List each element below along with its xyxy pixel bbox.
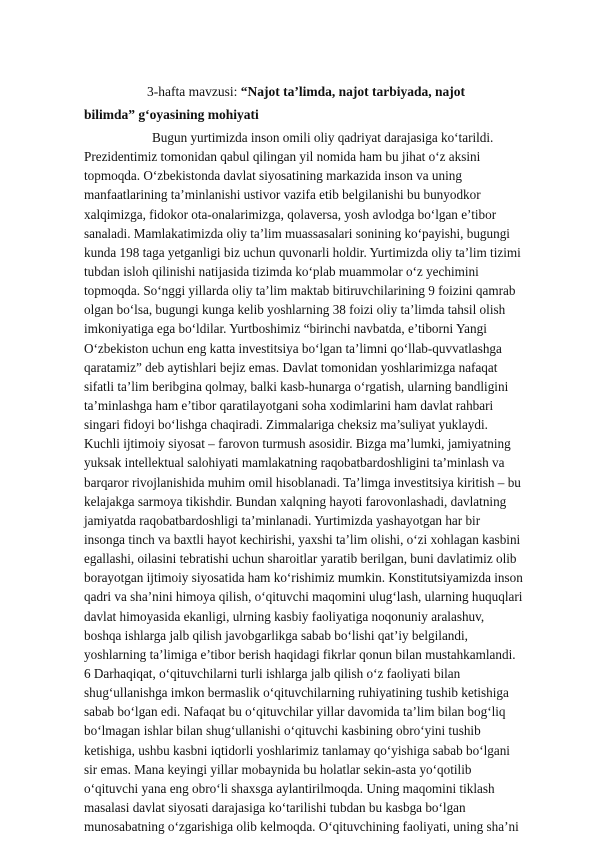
body-line: kunda 198 taga yetganligi biz uchun quvonarli holdir. Yurtimizda oliy ta’lim tizimi [84, 244, 521, 260]
body-line: imkoniyatiga ega bo‘ldilar. Yurtboshimiz “birinchi navbatda, e’tiborni Yangi [84, 321, 487, 337]
body-line: kelajakga sarmoya tikishdir. Bundan xalqning hayoti farovonlashadi, davlatning [84, 493, 507, 509]
body-line: munosabatning o‘zgarishiga olib kelmoqda. O‘qituvchining faoliyati, uning sha’ni [84, 819, 519, 835]
body-line: 6 Darhaqiqat, o‘qituvchilarni turli ishlarga jalb qilish o‘z faoliyati bilan [84, 665, 461, 681]
body-line: topmoqda. So‘nggi yillarda oliy ta’lim maktab bitiruvchilarining 9 foizini qamrab [84, 283, 516, 299]
body-line: borayotgan ijtimoiy siyosatida ham ko‘rishimiz mumkin. Konstitutsiyamizda inson [84, 570, 523, 586]
body-line: yoshlarning ta’limiga e’tibor berish haqidagi fikrlar qonun bilan mustahkamlandi. [84, 646, 516, 662]
lecture-title [147, 83, 465, 100]
body-line: sir emas. Mana keyingi yillar mobaynida bu holatlar sekin-asta yo‘qotilib [84, 761, 472, 777]
body-line: olgan bo‘lsa, bugungi kunga kelib yoshlarning 38 foizi oliy ta’limda tahsil olish [84, 302, 506, 318]
body-line: qadri va sha’nini himoya qilish, o‘qituvchi maqomini ulug‘lash, ularning huquqlari [84, 589, 523, 605]
body-line: tubdan isloh qilinishi natijasida tizimda ko‘plab muammolar o‘z yechimini [84, 263, 479, 279]
body-line: sabab bo‘lgan edi. Nafaqat bu o‘qituvchilar yillar davomida ta’lim bilan bog‘liq [84, 704, 506, 720]
body-line: topmoqda. O‘zbekistonda davlat siyosatining markazida inson va uning [84, 168, 462, 184]
body-line: yuksak intellektual salohiyati mamlakatning raqobatbardoshligini ta’minlash va [84, 455, 505, 471]
body-line: O‘zbekiston uchun eng katta investitsiya bo‘lgan ta’limni qo‘llab-quvvatlashga [84, 340, 502, 356]
body-text [84, 128, 544, 836]
body-line: singari fidoyi bo‘lishga chaqiradi. Zimmalariga cheksiz ma’suliyat yuklaydi. [84, 417, 488, 433]
body-line: masalasi davlat siyosati darajasiga ko‘tarilishi tubdan bu kasbga bo‘lgan [84, 799, 466, 815]
body-line: insonga tinch va baxtli hayot kechirishi, yaxshi ta’lim olishi, o‘zi xohlagan kasbini [84, 531, 521, 547]
body-line: xalqimizga, fidokor ota-onalarimizga, qolaversa, yosh avlodga bo‘lgan e’tibor [84, 206, 497, 222]
title-prefix: 3-hafta mavzusi: [147, 84, 241, 99]
body-line: Kuchli ijtimoiy siyosat – farovon turmush asosidir. Bizga ma’lumki, jamiyatning [84, 436, 511, 452]
body-line: egallashi, oilasini tebratishi uchun sharoitlar yaratib berilgan, buni davlatimiz olib [84, 551, 517, 567]
body-line: davlat himoyasida ekanligi, ulrning kasbiy faoliyatiga noqonuniy aralashuv, [84, 608, 485, 624]
body-line: ta’minlashga ham e’tibor qaratilayotgani soha xodimlarini ham davlat rahbari [84, 397, 494, 413]
title-name-part1: “Najot ta’limda, najot tarbiyada, najot [240, 84, 465, 99]
body-line: ketishiga, ushbu kasbni iqtidorli yoshlarimiz tanlamay qo‘yishiga sabab bo‘lgani [84, 742, 510, 758]
body-line: bo‘lmagan ishlar bilan shug‘ullanishi o‘qituvchi kasbining obro‘yini tushib [84, 723, 481, 739]
body-line: shug‘ullanishga imkon bermaslik o‘qituvchilarning ruhiyatining tushib ketishiga [84, 685, 509, 701]
body-line: qaratamiz” deb aytishlari bejiz emas. Davlat tomonidan yoshlarimizga nafaqat [84, 359, 498, 375]
body-line: barqaror rivojlanishida muhim omil hisoblanadi. Ta’limga investitsiya kiritish – bu [84, 474, 521, 490]
body-line: jamiyatda raqobatbardoshligi ta’minlanadi. Yurtimizda yashayotgan har bir [84, 512, 481, 528]
body-line: boshqa ishlarga jalb qilish javobgarlikga sabab bo‘lishi qat’iy belgilandi, [84, 627, 468, 643]
body-line: manfaatlarining ta’minlanishi ustivor vazifa etib belgilanishi bu bunyodkor [84, 187, 481, 203]
body-line: sifatli ta’lim beribgina qolmay, balki kasb-hunarga o‘rgatish, ularning bandligini [84, 378, 509, 394]
body-line: o‘qituvchi yana eng obro‘li shaxsga aylantirilmoqda. Uning maqomini tiklash [84, 780, 495, 796]
body-line: Bugun yurtimizda inson omili oliy qadriyat darajasiga ko‘tarildi. [152, 130, 494, 145]
body-line: sanaladi. Mamlakatimizda oliy ta’lim muassasalari sonining ko‘payishi, bugungi [84, 225, 510, 241]
title-name-part2: bilimda” g‘oyasining mohiyati [84, 107, 259, 122]
body-line: Prezidentimiz tomonidan qabul qilingan yil nomida ham bu jihat o‘z aksini [84, 149, 481, 165]
